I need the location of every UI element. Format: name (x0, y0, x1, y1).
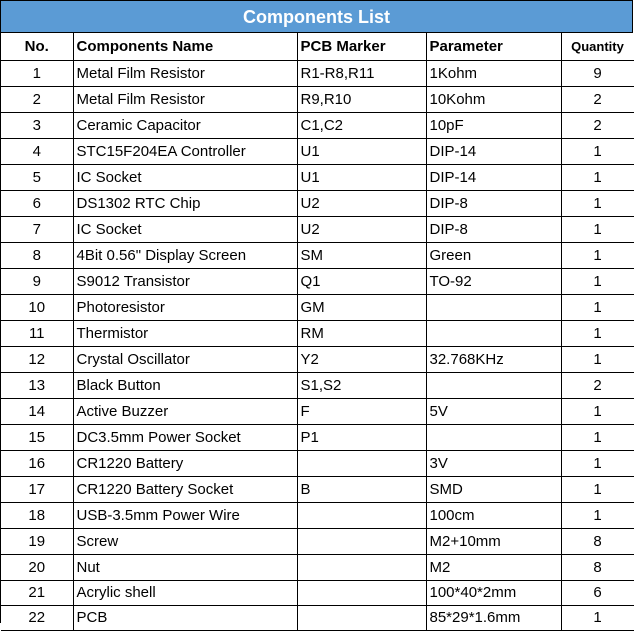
cell-no: 15 (1, 425, 73, 451)
cell-no: 19 (1, 529, 73, 555)
table-row (1, 321, 634, 347)
cell-no: 5 (1, 165, 73, 191)
cell-parameter (426, 295, 561, 321)
cell-no: 8 (1, 243, 73, 269)
cell-quantity: 1 (561, 503, 634, 529)
cell-component-name: Nut (73, 555, 297, 581)
table-row (1, 477, 634, 503)
cell-pcb-marker: F (297, 399, 426, 425)
header-pcb-marker: PCB Marker (297, 33, 426, 61)
cell-component-name: USB-3.5mm Power Wire (73, 503, 297, 529)
cell-quantity: 1 (561, 165, 634, 191)
cell-component-name: Ceramic Capacitor (73, 113, 297, 139)
header-parameter: Parameter (426, 33, 561, 61)
cell-component-name: Screw (73, 529, 297, 555)
cell-no: 1 (1, 61, 73, 87)
cell-parameter: 100*40*2mm (426, 581, 561, 606)
cell-no: 3 (1, 113, 73, 139)
cell-pcb-marker (297, 606, 426, 631)
cell-quantity: 2 (561, 373, 634, 399)
header-row (1, 33, 634, 61)
cell-parameter (426, 373, 561, 399)
cell-no: 22 (1, 606, 73, 631)
table-row (1, 529, 634, 555)
cell-parameter: 5V (426, 399, 561, 425)
cell-component-name: Thermistor (73, 321, 297, 347)
table-row (1, 555, 634, 581)
cell-component-name: Active Buzzer (73, 399, 297, 425)
cell-parameter: Green (426, 243, 561, 269)
table-row (1, 503, 634, 529)
cell-parameter: DIP-14 (426, 165, 561, 191)
cell-component-name: STC15F204EA Controller (73, 139, 297, 165)
cell-parameter: M2+10mm (426, 529, 561, 555)
cell-pcb-marker: Y2 (297, 347, 426, 373)
cell-component-name: Photoresistor (73, 295, 297, 321)
header-no: No. (1, 33, 73, 61)
cell-no: 16 (1, 451, 73, 477)
cell-pcb-marker (297, 555, 426, 581)
cell-quantity: 1 (561, 477, 634, 503)
cell-quantity: 1 (561, 451, 634, 477)
cell-no: 6 (1, 191, 73, 217)
cell-no: 11 (1, 321, 73, 347)
components-table (1, 33, 634, 631)
cell-parameter: 10pF (426, 113, 561, 139)
cell-quantity: 2 (561, 113, 634, 139)
table-row (1, 139, 634, 165)
cell-pcb-marker: R1-R8,R11 (297, 61, 426, 87)
cell-quantity: 9 (561, 61, 634, 87)
cell-component-name: Metal Film Resistor (73, 61, 297, 87)
cell-component-name: Crystal Oscillator (73, 347, 297, 373)
cell-component-name: DC3.5mm Power Socket (73, 425, 297, 451)
table-row (1, 295, 634, 321)
table-row (1, 191, 634, 217)
cell-no: 13 (1, 373, 73, 399)
cell-pcb-marker: Q1 (297, 269, 426, 295)
cell-component-name: Metal Film Resistor (73, 87, 297, 113)
cell-component-name: DS1302 RTC Chip (73, 191, 297, 217)
cell-no: 20 (1, 555, 73, 581)
cell-pcb-marker (297, 451, 426, 477)
cell-quantity: 1 (561, 269, 634, 295)
cell-pcb-marker (297, 503, 426, 529)
cell-no: 21 (1, 581, 73, 606)
cell-parameter: DIP-14 (426, 139, 561, 165)
table-row (1, 581, 634, 606)
cell-component-name: IC Socket (73, 165, 297, 191)
table-row (1, 165, 634, 191)
cell-component-name: 4Bit 0.56" Display Screen (73, 243, 297, 269)
cell-component-name: CR1220 Battery (73, 451, 297, 477)
cell-pcb-marker: GM (297, 295, 426, 321)
cell-no: 10 (1, 295, 73, 321)
cell-parameter: DIP-8 (426, 191, 561, 217)
cell-component-name: CR1220 Battery Socket (73, 477, 297, 503)
cell-no: 14 (1, 399, 73, 425)
table-row (1, 217, 634, 243)
cell-pcb-marker: SM (297, 243, 426, 269)
cell-quantity: 1 (561, 347, 634, 373)
table-body (1, 61, 634, 631)
table-row (1, 113, 634, 139)
cell-parameter: TO-92 (426, 269, 561, 295)
cell-parameter: 85*29*1.6mm (426, 606, 561, 631)
cell-parameter: 1Kohm (426, 61, 561, 87)
cell-pcb-marker: P1 (297, 425, 426, 451)
cell-quantity: 1 (561, 217, 634, 243)
cell-pcb-marker: U1 (297, 165, 426, 191)
table-row (1, 269, 634, 295)
cell-component-name: PCB (73, 606, 297, 631)
cell-no: 9 (1, 269, 73, 295)
cell-parameter: 10Kohm (426, 87, 561, 113)
cell-component-name: Acrylic shell (73, 581, 297, 606)
table-row (1, 425, 634, 451)
cell-component-name: Black Button (73, 373, 297, 399)
cell-pcb-marker: U2 (297, 191, 426, 217)
cell-parameter (426, 425, 561, 451)
cell-no: 18 (1, 503, 73, 529)
table-row (1, 243, 634, 269)
table-row (1, 451, 634, 477)
cell-parameter: M2 (426, 555, 561, 581)
table-row (1, 373, 634, 399)
table-row (1, 61, 634, 87)
cell-quantity: 6 (561, 581, 634, 606)
cell-no: 7 (1, 217, 73, 243)
header-quantity: Quantity (561, 33, 634, 61)
cell-quantity: 1 (561, 139, 634, 165)
table-row (1, 87, 634, 113)
cell-pcb-marker: B (297, 477, 426, 503)
cell-component-name: IC Socket (73, 217, 297, 243)
cell-parameter: DIP-8 (426, 217, 561, 243)
cell-pcb-marker: R9,R10 (297, 87, 426, 113)
cell-quantity: 1 (561, 191, 634, 217)
cell-pcb-marker: RM (297, 321, 426, 347)
cell-quantity: 1 (561, 295, 634, 321)
cell-quantity: 1 (561, 243, 634, 269)
cell-pcb-marker: U2 (297, 217, 426, 243)
cell-quantity: 1 (561, 425, 634, 451)
cell-pcb-marker (297, 581, 426, 606)
cell-parameter: 3V (426, 451, 561, 477)
cell-quantity: 1 (561, 606, 634, 631)
cell-quantity: 8 (561, 529, 634, 555)
cell-parameter: 100cm (426, 503, 561, 529)
cell-quantity: 8 (561, 555, 634, 581)
cell-pcb-marker: U1 (297, 139, 426, 165)
table-row (1, 399, 634, 425)
cell-pcb-marker (297, 529, 426, 555)
cell-parameter (426, 321, 561, 347)
cell-quantity: 1 (561, 399, 634, 425)
table-row (1, 347, 634, 373)
cell-quantity: 2 (561, 87, 634, 113)
cell-pcb-marker: C1,C2 (297, 113, 426, 139)
cell-component-name: S9012 Transistor (73, 269, 297, 295)
header-components-name: Components Name (73, 33, 297, 61)
cell-quantity: 1 (561, 321, 634, 347)
cell-no: 4 (1, 139, 73, 165)
cell-pcb-marker: S1,S2 (297, 373, 426, 399)
table-row (1, 606, 634, 631)
cell-no: 12 (1, 347, 73, 373)
cell-parameter: SMD (426, 477, 561, 503)
cell-parameter: 32.768KHz (426, 347, 561, 373)
table-title: Components List (1, 1, 633, 33)
cell-no: 17 (1, 477, 73, 503)
cell-no: 2 (1, 87, 73, 113)
